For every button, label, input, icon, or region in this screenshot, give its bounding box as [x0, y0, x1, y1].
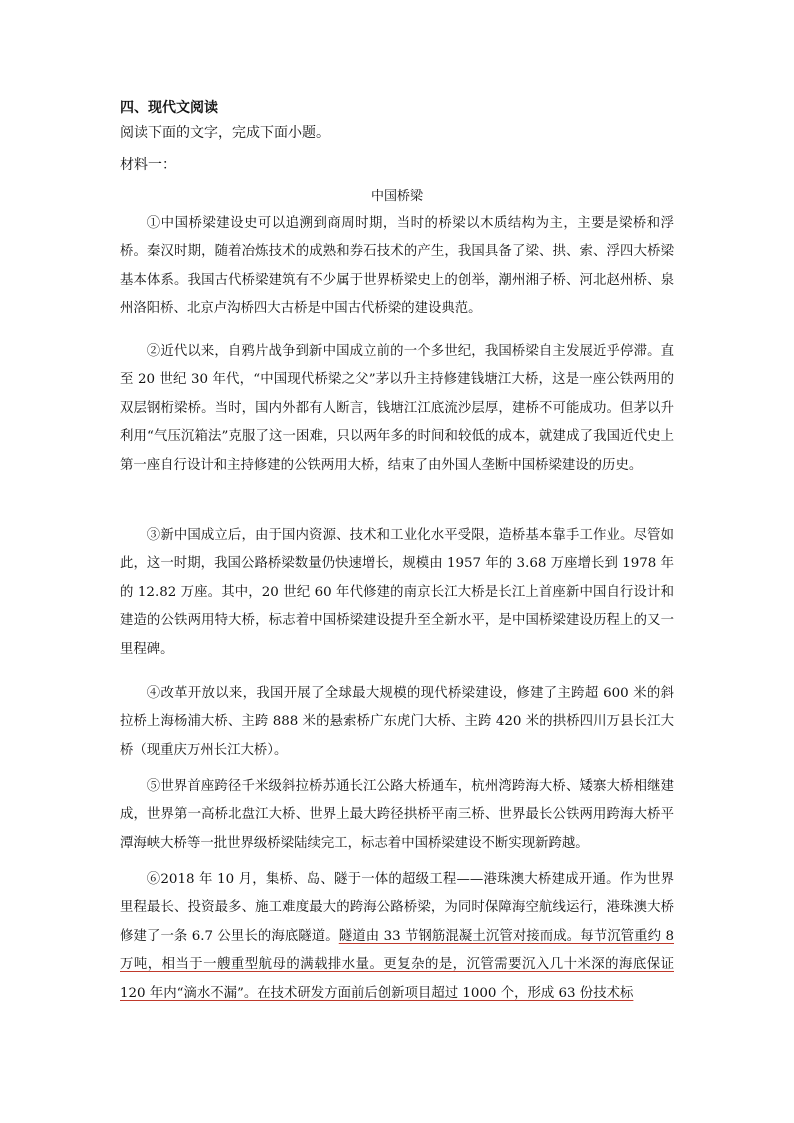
section-heading: 四、现代文阅读	[120, 100, 218, 116]
paragraph-2: ②近代以来，自鸦片战争到新中国成立前的一个多世纪，我国桥梁自主发展近乎停滞。直至 20 世纪 30 年代，“中国现代桥梁之父”茅以升主持修建钱塘江大桥，这是一座公铁两用的双层钢桁梁桥。当时，国内外都有人断言，钱塘江江底流沙层厚，建桥不可能成功。但茅以升利用“气压沉箱法”克服了这一困难，只以两年多的时间和较低的成本，就建成了我国近代史上第一座自行设计和主持修建的公铁两用大桥，结束了由外国人垄断中国桥梁建设的历史。	[120, 344, 674, 473]
material-label: 材料一：	[120, 157, 176, 173]
paragraph-6-text: ⑥2018 年 10 月，集桥、岛、隧于一体的超级工程——港珠澳大桥建成开通。作为世界里程最长、投资最多、施工难度最大的跨海公路桥梁，为同时保障海空航线运行，港珠澳大桥修建了一条 6.7 公里长的海底隧道。	[120, 872, 674, 944]
paragraph-6-underlined-text: 隧道由 33 节钢筋混凝土沉管对接而成。每节沉管重约 8 万吨，相当于一艘重型航母的满载排水量。更复杂的是，沉管需要沉入几十米深的海底保证 120 年内“滴水不漏”。在技术研发方面前后创新项目超过 1000 个，形成 63 份技术标	[120, 928, 675, 1001]
paragraph-3: ③新中国成立后，由于国内资源、技术和工业化水平受限，造桥基本靠手工作业。尽管如此，这一时期，我国公路桥梁数量仍快速增长，规模由 1957 年的 3.68 万座增长到 1978 年的 12.82 万座。其中，20 世纪 60 年代修建的南京长江大桥是长江上首座新中国自行设计和建造的公铁两用特大桥，标志着中国桥梁建设提升至全新水平，是中国桥梁建设历程上的又一里程碑。	[120, 528, 674, 657]
paragraph-6	[120, 866, 674, 1008]
paragraph-4: ④改革开放以来，我国开展了全球最大规模的现代桥梁建设，修建了主跨超 600 米的斜拉桥上海杨浦大桥、主跨 888 米的悬索桥广东虎门大桥、主跨 420 米的拱桥四川万县长江大桥（现重庆万州长江大桥）。	[120, 686, 674, 758]
reading-instruction: 阅读下面的文字，完成下面小题。	[120, 125, 330, 141]
paragraph-1: ①中国桥梁建设史可以追溯到商周时期，当时的桥梁以木质结构为主，主要是梁桥和浮桥。秦汉时期，随着冶炼技术的成熟和券石技术的产生，我国具备了梁、拱、索、浮四大桥梁基本体系。我国古代桥梁建筑有不少属于世界桥梁史上的创举，潮州湘子桥、河北赵州桥、泉州洛阳桥、北京卢沟桥四大古桥是中国古代桥梁的建设典范。	[120, 216, 674, 317]
paragraph-5: ⑤世界首座跨径千米级斜拉桥苏通长江公路大桥通车，杭州湾跨海大桥、矮寨大桥相继建成，世界第一高桥北盘江大桥、世界上最大跨径拱桥平南三桥、世界最长公铁两用跨海大桥平潭海峡大桥等一批世界级桥梁陆续完工，标志着中国桥梁建设不断实现新跨越。	[120, 779, 674, 851]
article-title: 中国桥梁	[370, 189, 423, 204]
